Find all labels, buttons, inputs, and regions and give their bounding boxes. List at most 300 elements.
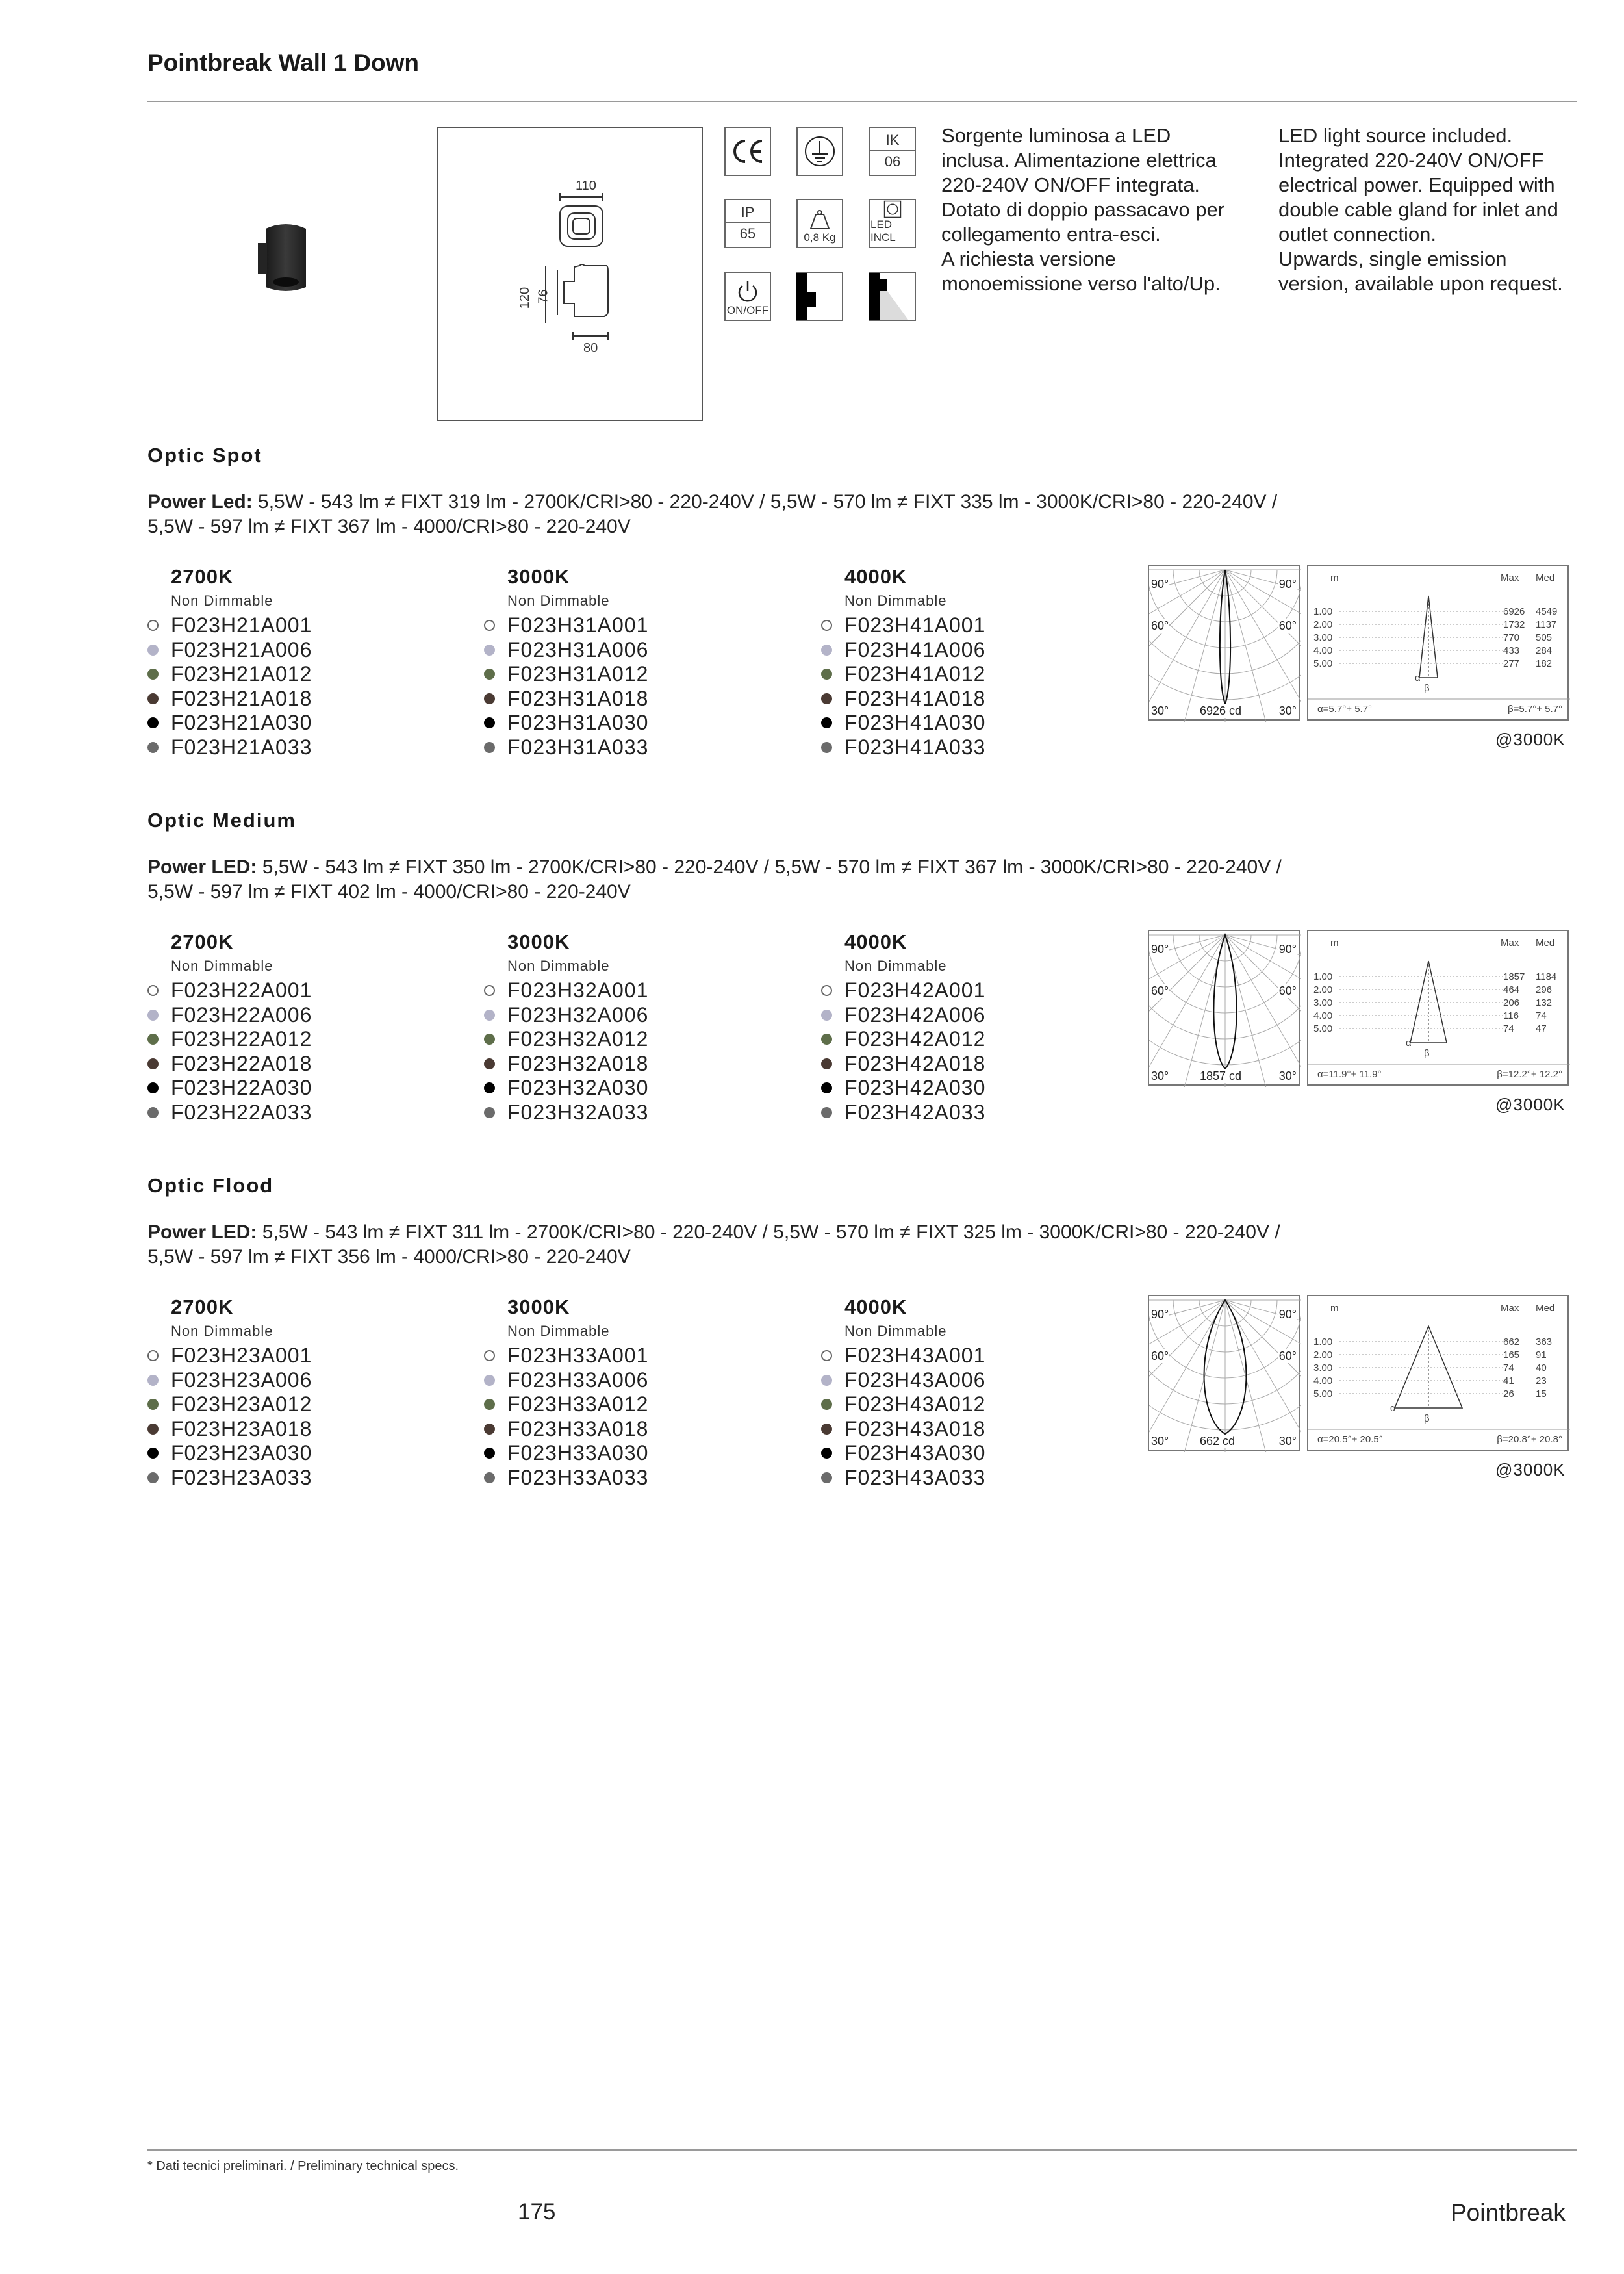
product-code: F023H41A012 <box>844 662 986 685</box>
product-code-row <box>821 1368 985 1393</box>
power-spec-line <box>147 1220 1280 1245</box>
product-code-column <box>484 565 648 760</box>
product-code-row <box>484 1417 648 1442</box>
max-value: 1857 <box>1503 971 1525 982</box>
product-code-row <box>821 735 985 760</box>
finish-color-swatch <box>147 1375 159 1386</box>
finish-color-swatch <box>484 1082 495 1093</box>
product-code: F023H23A001 <box>171 1344 312 1367</box>
ground-class-icon <box>796 127 843 176</box>
product-code-row <box>484 1368 648 1393</box>
product-code-row <box>484 1003 648 1028</box>
product-code-column <box>147 930 312 1125</box>
product-code-row <box>484 711 648 735</box>
product-code: F023H43A030 <box>844 1441 986 1464</box>
distance-value: 4.00 <box>1313 1375 1333 1386</box>
power-spec <box>147 490 1277 539</box>
section-title: Optic Flood <box>147 1174 274 1197</box>
description-english <box>1278 123 1563 296</box>
finish-color-swatch <box>484 693 495 704</box>
product-code: F023H42A030 <box>844 1076 986 1099</box>
beam-angle-beta: β=20.8°+ 20.8° <box>1497 1434 1562 1445</box>
max-value: 433 <box>1503 645 1520 656</box>
finish-color-swatch <box>821 742 832 753</box>
max-value: 26 <box>1503 1388 1514 1399</box>
max-value: 1732 <box>1503 619 1525 630</box>
finish-color-swatch <box>147 717 159 728</box>
power-spec <box>147 1220 1280 1270</box>
product-code-column <box>484 930 648 1125</box>
distance-value: 3.00 <box>1313 1362 1333 1373</box>
ip-rating-icon <box>724 199 771 248</box>
max-header: Max <box>1501 572 1519 583</box>
product-code: F023H22A018 <box>171 1051 312 1075</box>
beam-angle-alpha: α=11.9°+ 11.9° <box>1317 1069 1382 1080</box>
product-code-row <box>484 662 648 687</box>
beam-angle-beta: β=5.7°+ 5.7° <box>1507 704 1562 715</box>
peak-intensity: 1857 cd <box>1200 1069 1242 1082</box>
finish-color-swatch <box>821 669 832 680</box>
beam-angle-beta: β=12.2°+ 12.2° <box>1497 1069 1562 1080</box>
section-title: Optic Spot <box>147 444 262 466</box>
finish-color-swatch <box>147 1107 159 1118</box>
med-value: 15 <box>1536 1388 1547 1399</box>
ik-label: IK <box>870 131 915 151</box>
dimming-type: Non Dimmable <box>171 958 273 974</box>
finish-color-swatch <box>821 1082 832 1093</box>
max-value: 464 <box>1503 984 1520 995</box>
finish-color-swatch <box>147 1350 159 1361</box>
polar-angle-label: 30° <box>1278 1435 1297 1448</box>
led-included-icon <box>869 199 916 248</box>
product-code-row <box>484 1101 648 1125</box>
product-code-row <box>147 662 312 687</box>
finish-color-swatch <box>484 1399 495 1410</box>
product-code-row <box>821 1392 985 1417</box>
finish-color-swatch <box>821 1472 832 1483</box>
color-temperature: 3000K <box>507 565 570 588</box>
product-code-row <box>484 735 648 760</box>
brand-name: Pointbreak <box>1451 2199 1566 2226</box>
product-code-row <box>484 1344 648 1368</box>
product-code: F023H33A006 <box>507 1368 649 1392</box>
power-spec-line: 5,5W - 597 lm ≠ FIXT 356 lm - 4000/CRI>80 - 220-240V <box>147 1246 631 1268</box>
dim-depth: 80 <box>583 341 598 355</box>
on-off-label: ON/OFF <box>726 304 769 316</box>
distance-header: m <box>1330 938 1339 949</box>
beta-symbol: β <box>1424 683 1430 694</box>
finish-color-swatch <box>484 1058 495 1069</box>
desc-it-line: Sorgente luminosa a LED <box>941 124 1171 147</box>
weight-icon <box>796 199 843 248</box>
finish-color-swatch <box>147 742 159 753</box>
finish-color-swatch <box>821 717 832 728</box>
med-value: 4549 <box>1536 606 1558 617</box>
product-code: F023H32A001 <box>507 978 649 1002</box>
product-code-column <box>147 1296 312 1490</box>
med-value: 505 <box>1536 632 1553 643</box>
product-code: F023H23A030 <box>171 1441 312 1464</box>
product-code-column <box>821 565 985 760</box>
dimming-type: Non Dimmable <box>507 958 610 974</box>
product-code-row <box>147 735 312 760</box>
finish-color-swatch <box>147 1424 159 1435</box>
polar-angle-label: 30° <box>1151 1435 1169 1448</box>
product-code: F023H31A006 <box>507 637 649 661</box>
product-code: F023H32A006 <box>507 1003 649 1027</box>
power-spec-line: 5,5W - 597 lm ≠ FIXT 402 lm - 4000/CRI>80 - 220-240V <box>147 881 631 902</box>
polar-angle-label: 30° <box>1151 704 1169 717</box>
product-code-row <box>147 1368 312 1393</box>
product-code-row <box>484 1441 648 1466</box>
product-code-row <box>484 1466 648 1490</box>
illuminance-table <box>1307 1295 1569 1451</box>
lamp-photo <box>257 224 315 292</box>
page-title: Pointbreak Wall 1 Down <box>147 49 420 76</box>
power-spec-text: 5,5W - 543 lm ≠ FIXT 350 lm - 2700K/CRI>80 - 220-240V / 5,5W - 570 lm ≠ FIXT 367 lm - 3000K/CRI>80 - 220-240V / <box>257 856 1282 878</box>
product-code-row <box>821 1344 985 1368</box>
product-code-row <box>147 687 312 711</box>
product-code: F023H43A006 <box>844 1368 986 1392</box>
footnote: * Dati tecnici preliminari. / Preliminary technical specs. <box>147 2159 459 2173</box>
product-code: F023H22A006 <box>171 1003 312 1027</box>
finish-color-swatch <box>147 620 159 631</box>
product-code: F023H31A033 <box>507 735 649 759</box>
color-temperature: 2700K <box>171 1296 234 1318</box>
power-spec-label: Power LED: <box>147 1221 257 1243</box>
finish-color-swatch <box>147 1082 159 1093</box>
desc-it-line: monoemissione verso l'alto/Up. <box>941 272 1221 295</box>
desc-en-line: version, available upon request. <box>1278 272 1563 295</box>
product-code: F023H42A018 <box>844 1051 986 1075</box>
product-code-row <box>821 638 985 663</box>
product-code-row <box>484 613 648 638</box>
polar-radial <box>1225 570 1269 722</box>
distance-value: 1.00 <box>1313 606 1333 617</box>
beam-angle-alpha: α=20.5°+ 20.5° <box>1317 1434 1383 1445</box>
dim-height-inner: 76 <box>536 289 551 304</box>
product-code: F023H31A012 <box>507 662 649 685</box>
power-spec-line <box>147 855 1282 880</box>
product-code-row <box>147 613 312 638</box>
max-header: Max <box>1501 1303 1519 1314</box>
finish-color-swatch <box>821 1424 832 1435</box>
max-header: Max <box>1501 938 1519 949</box>
product-code-column <box>821 1296 985 1490</box>
led-included-label: LED INCL <box>870 218 896 244</box>
finish-color-swatch <box>821 620 832 631</box>
product-code: F023H33A018 <box>507 1416 649 1440</box>
product-code: F023H43A001 <box>844 1344 986 1367</box>
polar-angle-label: 60° <box>1278 619 1297 632</box>
product-code-row <box>821 1052 985 1077</box>
dimming-type: Non Dimmable <box>844 593 947 609</box>
product-code: F023H32A012 <box>507 1027 649 1051</box>
distance-header: m <box>1330 1303 1339 1314</box>
wall-mount-icon <box>796 272 843 321</box>
product-code: F023H31A001 <box>507 613 649 637</box>
desc-it-line: 220-240V ON/OFF integrata. <box>941 173 1200 196</box>
product-code-row <box>821 1466 985 1490</box>
distance-value: 5.00 <box>1313 658 1333 669</box>
distance-value: 3.00 <box>1313 997 1333 1008</box>
power-spec-text: 5,5W - 543 lm ≠ FIXT 319 lm - 2700K/CRI>80 - 220-240V / 5,5W - 570 lm ≠ FIXT 335 lm - 3000K/CRI>80 - 220-240V / <box>252 491 1278 513</box>
finish-color-swatch <box>821 1375 832 1386</box>
finish-color-swatch <box>821 1010 832 1021</box>
reference-temperature: @3000K <box>1495 1460 1566 1479</box>
product-code-row <box>147 711 312 735</box>
product-code-row <box>147 1344 312 1368</box>
description-italian <box>941 123 1224 296</box>
med-value: 296 <box>1536 984 1553 995</box>
product-code: F023H21A012 <box>171 662 312 685</box>
med-value: 1137 <box>1536 619 1557 630</box>
polar-angle-label: 60° <box>1278 1349 1297 1362</box>
product-code-row <box>147 1052 312 1077</box>
polar-angle-label: 30° <box>1278 704 1297 717</box>
product-code: F023H33A012 <box>507 1392 649 1416</box>
color-temperature: 3000K <box>507 930 570 953</box>
dimming-type: Non Dimmable <box>507 1323 610 1339</box>
polar-angle-label: 30° <box>1278 1069 1297 1082</box>
product-code-row <box>484 978 648 1003</box>
product-code: F023H23A012 <box>171 1392 312 1416</box>
finish-color-swatch <box>147 1010 159 1021</box>
product-code-row <box>147 1466 312 1490</box>
product-code-row <box>821 1101 985 1125</box>
finish-color-swatch <box>484 1448 495 1459</box>
illuminance-table <box>1307 565 1569 721</box>
color-temperature: 4000K <box>844 1296 907 1318</box>
polar-angle-label: 90° <box>1278 1308 1297 1321</box>
product-code: F023H41A001 <box>844 613 986 637</box>
polar-diagram <box>1148 1295 1300 1451</box>
product-code: F023H41A030 <box>844 711 986 734</box>
beta-symbol: β <box>1424 1048 1430 1059</box>
product-code: F023H33A001 <box>507 1344 649 1367</box>
desc-en-line: Upwards, single emission <box>1278 248 1507 270</box>
finish-color-swatch <box>821 1399 832 1410</box>
polar-diagram <box>1148 565 1300 721</box>
product-code: F023H43A018 <box>844 1416 986 1440</box>
dim-width: 110 <box>576 179 596 193</box>
color-temperature: 2700K <box>171 930 234 953</box>
product-code-row <box>147 978 312 1003</box>
product-code: F023H23A033 <box>171 1465 312 1489</box>
finish-color-swatch <box>147 1399 159 1410</box>
finish-color-swatch <box>484 742 495 753</box>
finish-color-swatch <box>484 1034 495 1045</box>
finish-color-swatch <box>147 1448 159 1459</box>
product-code-row <box>484 1027 648 1052</box>
product-code: F023H21A006 <box>171 637 312 661</box>
power-spec-label: Power LED: <box>147 856 257 878</box>
polar-angle-label: 60° <box>1151 984 1169 997</box>
finish-color-swatch <box>484 1010 495 1021</box>
beam-angle-alpha: α=5.7°+ 5.7° <box>1317 704 1373 715</box>
distance-value: 4.00 <box>1313 1010 1333 1021</box>
alpha-symbol: α <box>1415 672 1421 683</box>
max-value: 74 <box>1503 1362 1514 1373</box>
med-value: 182 <box>1536 658 1553 669</box>
finish-color-swatch <box>821 1448 832 1459</box>
peak-intensity: 6926 cd <box>1200 704 1242 717</box>
product-code: F023H41A033 <box>844 735 986 759</box>
desc-en-line: outlet connection. <box>1278 223 1437 246</box>
product-code-row <box>821 613 985 638</box>
product-code-row <box>821 687 985 711</box>
finish-color-swatch <box>484 645 495 656</box>
product-code: F023H41A006 <box>844 637 986 661</box>
med-value: 23 <box>1536 1375 1547 1386</box>
polar-angle-label: 30° <box>1151 1069 1169 1082</box>
desc-en-line: double cable gland for inlet and <box>1278 198 1558 221</box>
dimming-type: Non Dimmable <box>171 593 273 609</box>
color-temperature: 4000K <box>844 565 907 588</box>
polar-radial <box>1182 570 1225 722</box>
finish-color-swatch <box>484 1107 495 1118</box>
desc-it-line: collegamento entra-esci. <box>941 223 1161 246</box>
max-value: 41 <box>1503 1375 1514 1386</box>
cone-drawing <box>1308 931 1570 1087</box>
finish-color-swatch <box>147 985 159 996</box>
polar-angle-label: 60° <box>1151 1349 1169 1362</box>
product-code-row <box>821 1441 985 1466</box>
beta-symbol: β <box>1424 1413 1430 1424</box>
distance-value: 4.00 <box>1313 645 1333 656</box>
color-temperature: 4000K <box>844 930 907 953</box>
power-spec-label: Power Led: <box>147 491 253 513</box>
power-spec <box>147 855 1282 904</box>
product-code-row <box>147 1076 312 1101</box>
product-code: F023H23A006 <box>171 1368 312 1392</box>
dimming-type: Non Dimmable <box>844 958 947 974</box>
power-spec-text: 5,5W - 543 lm ≠ FIXT 311 lm - 2700K/CRI>80 - 220-240V / 5,5W - 570 lm ≠ FIXT 325 lm - 3000K/CRI>80 - 220-240V / <box>257 1221 1280 1243</box>
product-code-row <box>484 638 648 663</box>
ik-rating-icon <box>869 127 916 176</box>
med-header: Med <box>1536 572 1555 583</box>
alpha-symbol: α <box>1390 1403 1396 1414</box>
product-code: F023H22A030 <box>171 1076 312 1099</box>
finish-color-swatch <box>821 1058 832 1069</box>
desc-en-line: LED light source included. <box>1278 124 1513 147</box>
product-code: F023H32A030 <box>507 1076 649 1099</box>
product-code: F023H42A012 <box>844 1027 986 1051</box>
distance-value: 5.00 <box>1313 1023 1333 1034</box>
max-value: 116 <box>1503 1010 1519 1021</box>
top-divider <box>147 101 1577 102</box>
product-code: F023H21A018 <box>171 686 312 710</box>
max-value: 277 <box>1503 658 1520 669</box>
distance-value: 2.00 <box>1313 619 1333 630</box>
product-code: F023H21A030 <box>171 711 312 734</box>
med-value: 91 <box>1536 1349 1547 1361</box>
product-code: F023H43A012 <box>844 1392 986 1416</box>
illuminance-table <box>1307 930 1569 1086</box>
ik-value: 06 <box>884 153 901 170</box>
product-code-column <box>147 565 312 760</box>
product-code-column <box>821 930 985 1125</box>
product-code: F023H22A033 <box>171 1100 312 1124</box>
product-code: F023H32A018 <box>507 1051 649 1075</box>
med-value: 284 <box>1536 645 1553 656</box>
med-value: 40 <box>1536 1362 1547 1373</box>
ce-mark-icon <box>724 127 771 176</box>
on-off-icon <box>724 272 771 321</box>
downlight-emission-icon <box>869 272 916 321</box>
product-code-row <box>484 687 648 711</box>
desc-en-line: Integrated 220-240V ON/OFF <box>1278 149 1544 172</box>
product-code: F023H22A012 <box>171 1027 312 1051</box>
distance-value: 3.00 <box>1313 632 1333 643</box>
product-code-row <box>147 1441 312 1466</box>
finish-color-swatch <box>484 1424 495 1435</box>
finish-color-swatch <box>821 1107 832 1118</box>
dimming-type: Non Dimmable <box>844 1323 947 1339</box>
finish-color-swatch <box>821 645 832 656</box>
product-code: F023H32A033 <box>507 1100 649 1124</box>
product-code-row <box>821 1076 985 1101</box>
peak-intensity: 662 cd <box>1200 1435 1236 1448</box>
distance-value: 2.00 <box>1313 1349 1333 1361</box>
med-header: Med <box>1536 938 1555 949</box>
product-code-row <box>484 1052 648 1077</box>
product-code: F023H42A006 <box>844 1003 986 1027</box>
product-code-row <box>821 1003 985 1028</box>
color-temperature: 2700K <box>171 565 234 588</box>
finish-color-swatch <box>484 717 495 728</box>
weight-label: 0,8 Kg <box>804 231 836 244</box>
med-header: Med <box>1536 1303 1555 1314</box>
polar-angle-label: 60° <box>1151 619 1169 632</box>
finish-color-swatch <box>147 645 159 656</box>
distance-value: 2.00 <box>1313 984 1333 995</box>
dim-height-outer: 120 <box>518 287 533 309</box>
product-code: F023H31A030 <box>507 711 649 734</box>
dimming-type: Non Dimmable <box>171 1323 273 1339</box>
color-temperature: 3000K <box>507 1296 570 1318</box>
product-code-row <box>821 711 985 735</box>
product-code: F023H23A018 <box>171 1416 312 1440</box>
med-value: 74 <box>1536 1010 1547 1021</box>
med-value: 132 <box>1536 997 1553 1008</box>
polar-angle-label: 90° <box>1278 943 1297 956</box>
polar-angle-label: 90° <box>1278 578 1297 591</box>
product-code: F023H42A001 <box>844 978 986 1002</box>
bottom-divider <box>147 2149 1577 2151</box>
finish-color-swatch <box>147 1058 159 1069</box>
product-code: F023H41A018 <box>844 686 986 710</box>
product-code-row <box>821 1417 985 1442</box>
product-code-row <box>821 1027 985 1052</box>
product-code-row <box>147 1392 312 1417</box>
product-code-row <box>147 1027 312 1052</box>
finish-color-swatch <box>484 1375 495 1386</box>
max-value: 6926 <box>1503 606 1525 617</box>
max-value: 206 <box>1503 997 1520 1008</box>
distance-value: 5.00 <box>1313 1388 1333 1399</box>
product-code-row <box>147 1101 312 1125</box>
product-code-row <box>484 1076 648 1101</box>
product-code: F023H43A033 <box>844 1465 986 1489</box>
max-value: 662 <box>1503 1336 1520 1348</box>
polar-diagram <box>1148 930 1300 1086</box>
power-spec-line <box>147 490 1277 515</box>
distance-value: 1.00 <box>1313 971 1333 982</box>
reference-temperature: @3000K <box>1495 1095 1566 1114</box>
med-value: 47 <box>1536 1023 1547 1034</box>
product-code-row <box>484 1392 648 1417</box>
